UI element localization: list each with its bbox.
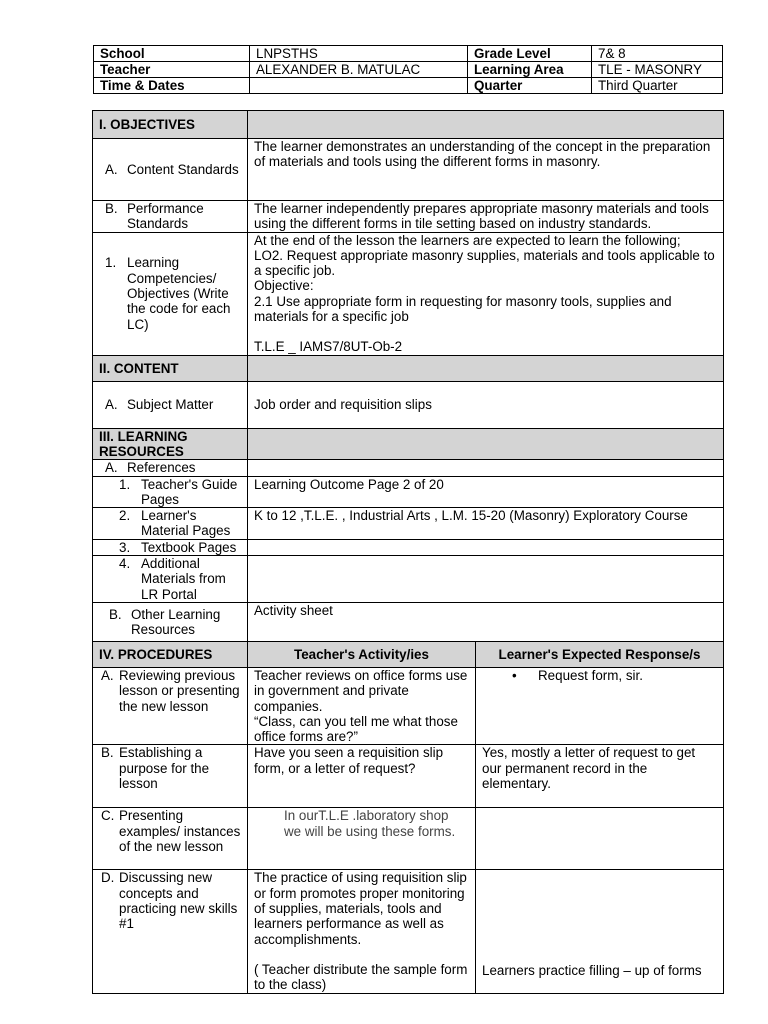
procedure-a-teacher-line-2: “Class, can you tell me what those office forms are?” bbox=[254, 713, 458, 745]
procedure-a-label: Reviewing previous lesson or presenting the new lesson bbox=[119, 667, 240, 714]
time-dates-value bbox=[250, 78, 468, 94]
learning-area-label: Learning Area bbox=[468, 62, 592, 78]
content-heading: II. CONTENT bbox=[93, 355, 248, 381]
other-resources-num: B. bbox=[109, 606, 122, 622]
references-num: A. bbox=[105, 460, 118, 476]
lesson-plan-table bbox=[92, 110, 724, 994]
additional-materials-cell bbox=[93, 556, 248, 603]
competencies-label: Learning Competencies/ Objectives (Write the code for each LC) bbox=[127, 255, 231, 332]
procedure-c-learner bbox=[476, 808, 724, 870]
competencies-text bbox=[248, 232, 724, 355]
teachers-guide-text: Learning Outcome Page 2 of 20 bbox=[248, 476, 724, 508]
content-standards-text: The learner demonstrates an understanding of the concept in the preparation of materials and tools using the different forms in masonry. bbox=[248, 139, 724, 201]
procedure-a-teacher-line-1: Teacher reviews on office forms use in government and private companies. bbox=[254, 667, 468, 714]
other-resources-text: Activity sheet bbox=[248, 602, 724, 641]
quarter-value: Third Quarter bbox=[592, 78, 723, 94]
subject-matter-num: A. bbox=[105, 397, 118, 413]
teacher-label: Teacher bbox=[94, 62, 250, 78]
textbook-pages-cell bbox=[93, 539, 248, 555]
procedure-d-label: Discussing new concepts and practicing new skills #1 bbox=[119, 870, 238, 932]
content-heading-fill bbox=[248, 355, 724, 381]
subject-matter-text: Job order and requisition slips bbox=[248, 381, 724, 428]
header-info-table bbox=[93, 45, 723, 94]
objectives-heading-fill bbox=[248, 111, 724, 139]
references-cell bbox=[93, 460, 248, 476]
additional-materials-num: 4. bbox=[119, 556, 131, 572]
procedure-a-num: A. bbox=[101, 667, 114, 683]
procedure-a-learner-bullet bbox=[482, 668, 717, 683]
competencies-line-1: At the end of the lesson the learners are expected to learn the following; bbox=[254, 232, 681, 248]
teachers-guide-cell bbox=[93, 476, 248, 508]
procedure-a-learner-text: Request form, sir. bbox=[538, 667, 643, 683]
procedure-d-cell bbox=[93, 870, 248, 994]
competency-code: T.L.E _ IAMS7/8UT-Ob-2 bbox=[254, 339, 403, 355]
teachers-guide-num: 1. bbox=[119, 476, 131, 492]
additional-materials-label: Additional Materials from LR Portal bbox=[141, 556, 226, 602]
performance-standards-label: Performance Standards bbox=[127, 201, 204, 232]
resources-heading-text: III. LEARNING RESOURCES bbox=[99, 428, 188, 459]
quarter-label: Quarter bbox=[468, 78, 592, 94]
procedure-b-teacher: Have you seen a requisition slip form, or a letter of request? bbox=[248, 745, 476, 808]
time-dates-label: Time & Dates bbox=[94, 78, 250, 94]
content-standards-label: Content Standards bbox=[127, 161, 239, 177]
teacher-activity-header: Teacher's Activity/ies bbox=[248, 641, 476, 667]
learners-material-cell bbox=[93, 508, 248, 540]
procedure-c-teacher bbox=[248, 808, 476, 870]
grade-level-value: 7& 8 bbox=[592, 46, 723, 62]
competencies-line-3: Objective: bbox=[254, 278, 314, 294]
additional-materials-text bbox=[248, 556, 724, 603]
competencies-line-4: 2.1 Use appropriate form in requesting for masonry tools, supplies and materials for a specific job bbox=[254, 293, 672, 325]
subject-matter-label: Subject Matter bbox=[127, 397, 214, 413]
procedure-c-num: C. bbox=[101, 808, 115, 824]
procedure-a-cell bbox=[93, 667, 248, 744]
school-label: School bbox=[94, 46, 250, 62]
procedure-d-teacher bbox=[248, 870, 476, 994]
competencies-cell bbox=[93, 232, 248, 355]
procedure-d-num: D. bbox=[101, 870, 115, 886]
learners-material-num: 2. bbox=[119, 508, 131, 524]
procedure-b-cell bbox=[93, 745, 248, 808]
performance-standards-cell bbox=[93, 201, 248, 233]
competencies-num: 1. bbox=[105, 255, 117, 271]
grade-level-label: Grade Level bbox=[468, 46, 592, 62]
learner-response-header: Learner's Expected Response/s bbox=[476, 641, 724, 667]
performance-standards-num: B. bbox=[105, 201, 118, 216]
objectives-heading: I. OBJECTIVES bbox=[93, 111, 248, 139]
references-label: References bbox=[127, 460, 196, 476]
subject-matter-cell bbox=[93, 381, 248, 428]
procedure-c-label: Presenting examples/ instances of the new lesson bbox=[119, 808, 241, 855]
procedure-d-teacher-line-2: ( Teacher distribute the sample form to the class) bbox=[254, 961, 468, 993]
procedures-heading: IV. PROCEDURES bbox=[93, 641, 248, 667]
procedure-d-teacher-line-1: The practice of using requisition slip or form promotes proper monitoring of supplies, materials, tools and learners performance as well as accomplishments. bbox=[254, 870, 467, 947]
textbook-pages-text bbox=[248, 539, 724, 555]
learners-material-text: K to 12 ,T.L.E. , Industrial Arts , L.M. 15-20 (Masonry) Exploratory Course bbox=[248, 508, 724, 540]
procedure-d-learner: Learners practice filling – up of forms bbox=[476, 870, 724, 994]
content-standards-cell bbox=[93, 139, 248, 201]
teacher-value: ALEXANDER B. MATULAC bbox=[250, 62, 468, 78]
textbook-pages-num: 3. bbox=[119, 539, 131, 555]
textbook-pages-label: Textbook Pages bbox=[141, 539, 237, 555]
procedure-a-teacher bbox=[248, 667, 476, 744]
procedure-c-teacher-text: In ourT.L.E .laboratory shop we will be using these forms. bbox=[284, 808, 456, 839]
procedure-b-label: Establishing a purpose for the lesson bbox=[119, 745, 210, 792]
resources-heading-fill bbox=[248, 428, 724, 460]
other-resources-label: Other Learning Resources bbox=[131, 606, 221, 637]
procedure-b-learner: Yes, mostly a letter of request to get our permanent record in the elementary. bbox=[476, 745, 724, 808]
procedure-a-learner bbox=[476, 667, 724, 744]
other-resources-cell bbox=[93, 602, 248, 641]
references-text bbox=[248, 460, 724, 476]
teachers-guide-label: Teacher's Guide Pages bbox=[141, 476, 238, 507]
content-standards-num: A. bbox=[105, 161, 118, 177]
learning-area-value: TLE - MASONRY bbox=[592, 62, 723, 78]
learners-material-label: Learner's Material Pages bbox=[141, 508, 231, 539]
competencies-line-2: LO2. Request appropriate masonry supplies, materials and tools applicable to a specific job. bbox=[254, 247, 715, 279]
procedure-b-num: B. bbox=[101, 745, 114, 761]
procedure-c-cell bbox=[93, 808, 248, 870]
school-value: LNPSTHS bbox=[250, 46, 468, 62]
resources-heading bbox=[93, 428, 248, 460]
performance-standards-text: The learner independently prepares appropriate masonry materials and tools using the different forms in tile setting based on industry standards. bbox=[248, 201, 724, 233]
